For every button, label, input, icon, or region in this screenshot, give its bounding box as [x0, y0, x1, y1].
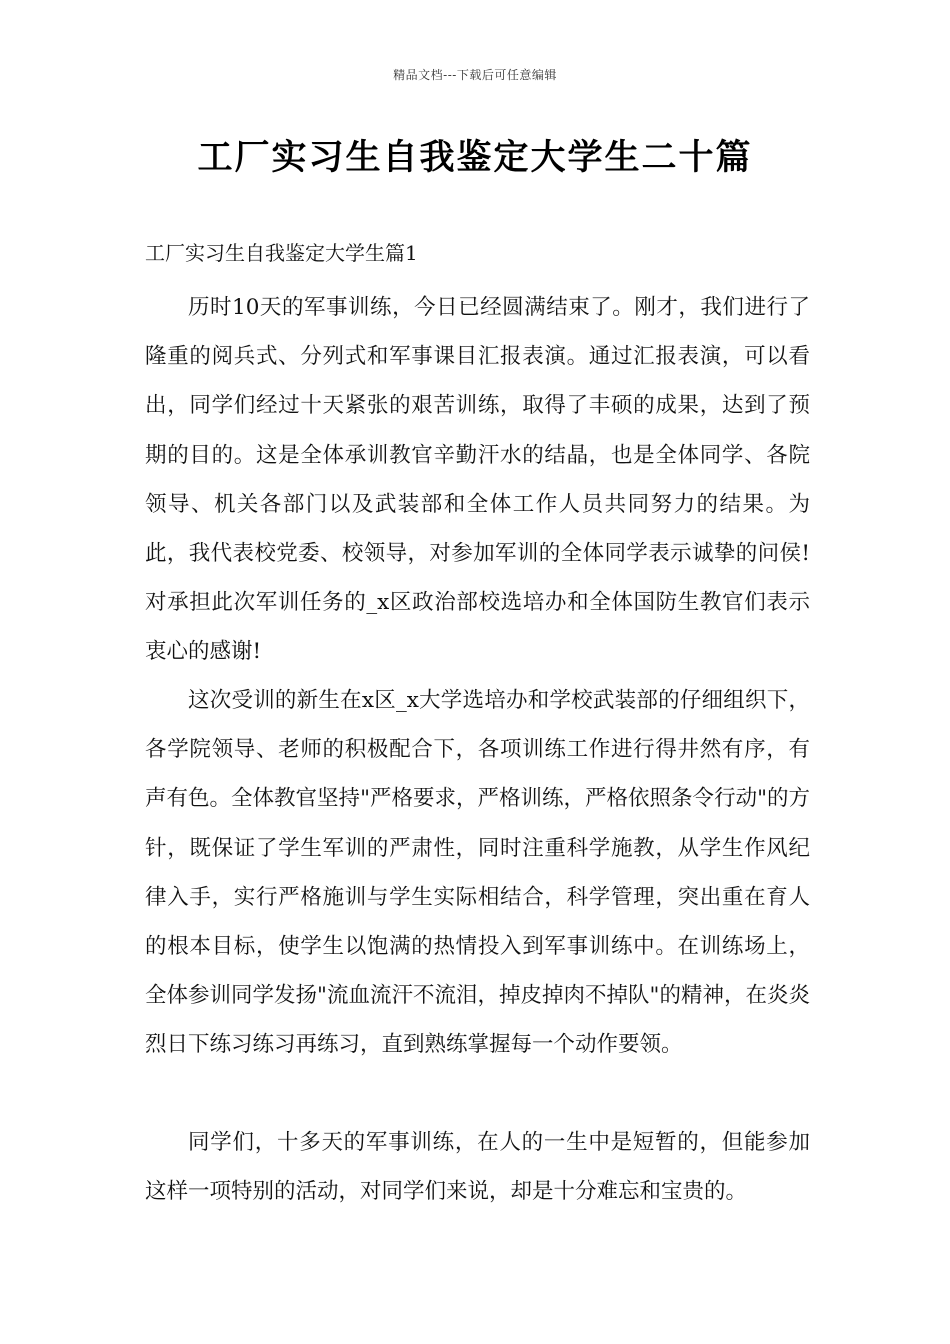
- section-heading: 工厂实习生自我鉴定大学生篇1: [145, 241, 418, 265]
- document-title: 工厂实习生自我鉴定大学生二十篇: [197, 137, 753, 178]
- body-paragraph-3: 同学们，十多天的军事训练，在人的一生中是短暂的，但能参加这样一项特别的活动，对同学们来说，却是十分难忘和宝贵的。: [145, 1130, 810, 1205]
- header-note: 精品文档---下载后可任意编辑: [393, 68, 557, 82]
- body-paragraph-2: 这次受训的新生在x区_x大学选培办和学校武装部的仔细组织下，各学院领导、老师的积极配合下，各项训练工作进行得井然有序，有声有色。全体教官坚持"严格要求，严格训练，严格依照条令行动"的方针，既保证了学生军训的严肃性，同时注重科学施教，从学生作风纪律入手，实行严格施训与学生实际相结合，科学管理，突出重在育人的根本目标，使学生以饱满的热情投入到军事训练中。在训练场上，全体参训同学发扬"流血流汗不流泪，掉皮掉肉不掉队"的精神，在炎炎烈日下练习练习再练习，直到熟练掌握每一个动作要领。: [145, 688, 810, 1058]
- body-paragraph-1: 历时10天的军事训练，今日已经圆满结束了。刚才，我们进行了隆重的阅兵式、分列式和军事课目汇报表演。通过汇报表演，可以看出，同学们经过十天紧张的艰苦训练，取得了丰硕的成果，达到了预期的目的。这是全体承训教官辛勤汗水的结晶，也是全体同学、各院领导、机关各部门以及武装部和全体工作人员共同努力的结果。为此，我代表校党委、校领导，对参加军训的全体同学表示诚挚的问侯!对承担此次军训任务的_x区政治部校选培办和全体国防生教官们表示衷心的感谢!: [145, 295, 810, 665]
